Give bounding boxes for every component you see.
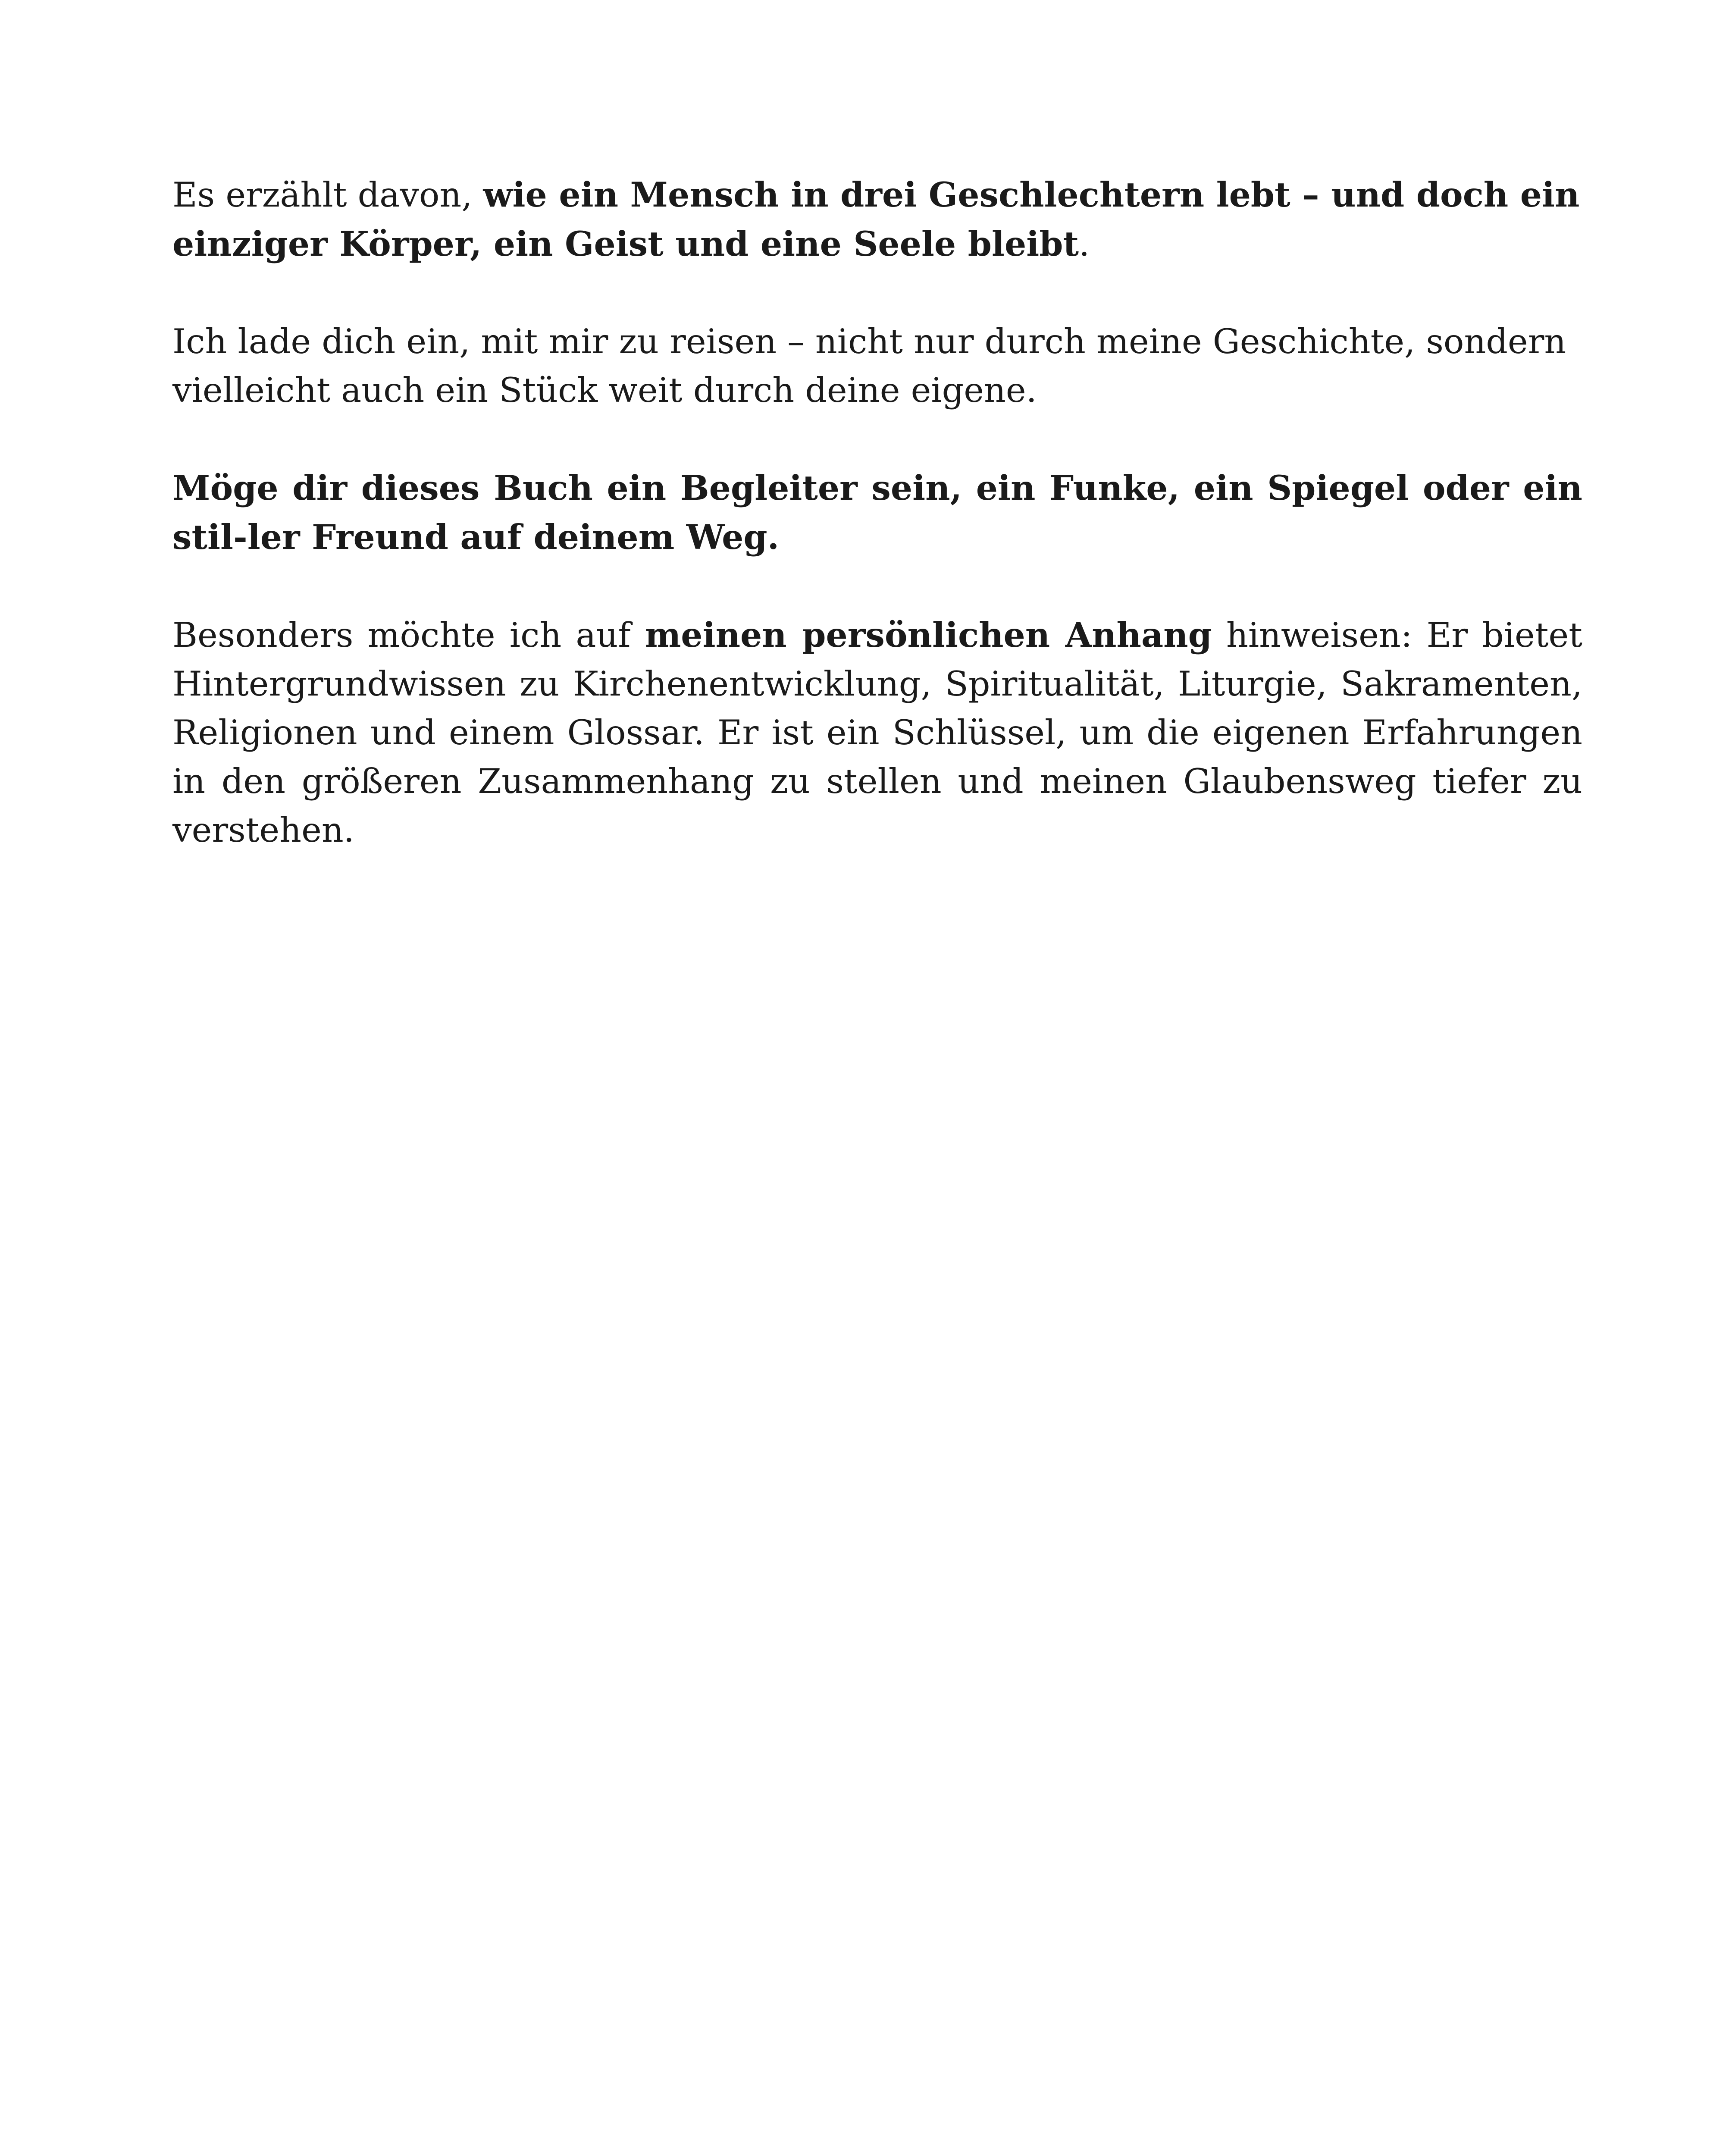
paragraph-4-bold-appendix: meinen persönlichen Anhang — [645, 615, 1212, 655]
paragraph-4-intro: Besonders möchte ich auf — [172, 615, 645, 655]
paragraph-1 — [172, 170, 1582, 269]
paragraph-1-intro: Es erzählt davon, — [172, 175, 483, 215]
paragraph-4-rest: hinweisen: Er bietet Hintergrundwissen zu Kirchenentwicklung, Spiritualität, Liturgie, Sakramenten, Religionen und einem Glossar. Er ist ein Schlüssel, um die eigenen Erfahrungen in den größeren Zusammenhang zu stellen und meinen Glaubensweg tiefer zu verstehen. — [172, 615, 1582, 850]
paragraph-3-bold-wish: Möge dir dieses Buch ein Begleiter sein, ein Funke, ein Spiegel oder ein stil-ler Freund auf deinem Weg. — [172, 468, 1582, 557]
paragraph-3 — [172, 464, 1582, 562]
paragraph-4 — [172, 611, 1582, 855]
body-text — [172, 170, 1582, 903]
paragraph-2 — [172, 317, 1582, 415]
paragraph-1-bold-statement: wie ein Mensch in drei Geschlechtern lebt – und doch ein einziger Körper, ein Geist und eine Seele bleibt — [172, 175, 1580, 264]
paragraph-1-period: . — [1078, 224, 1090, 264]
paragraph-2-text: Ich lade dich ein, mit mir zu reisen – nicht nur durch meine Geschichte, sondern vielleicht auch ein Stück weit durch deine eigene. — [172, 322, 1566, 410]
